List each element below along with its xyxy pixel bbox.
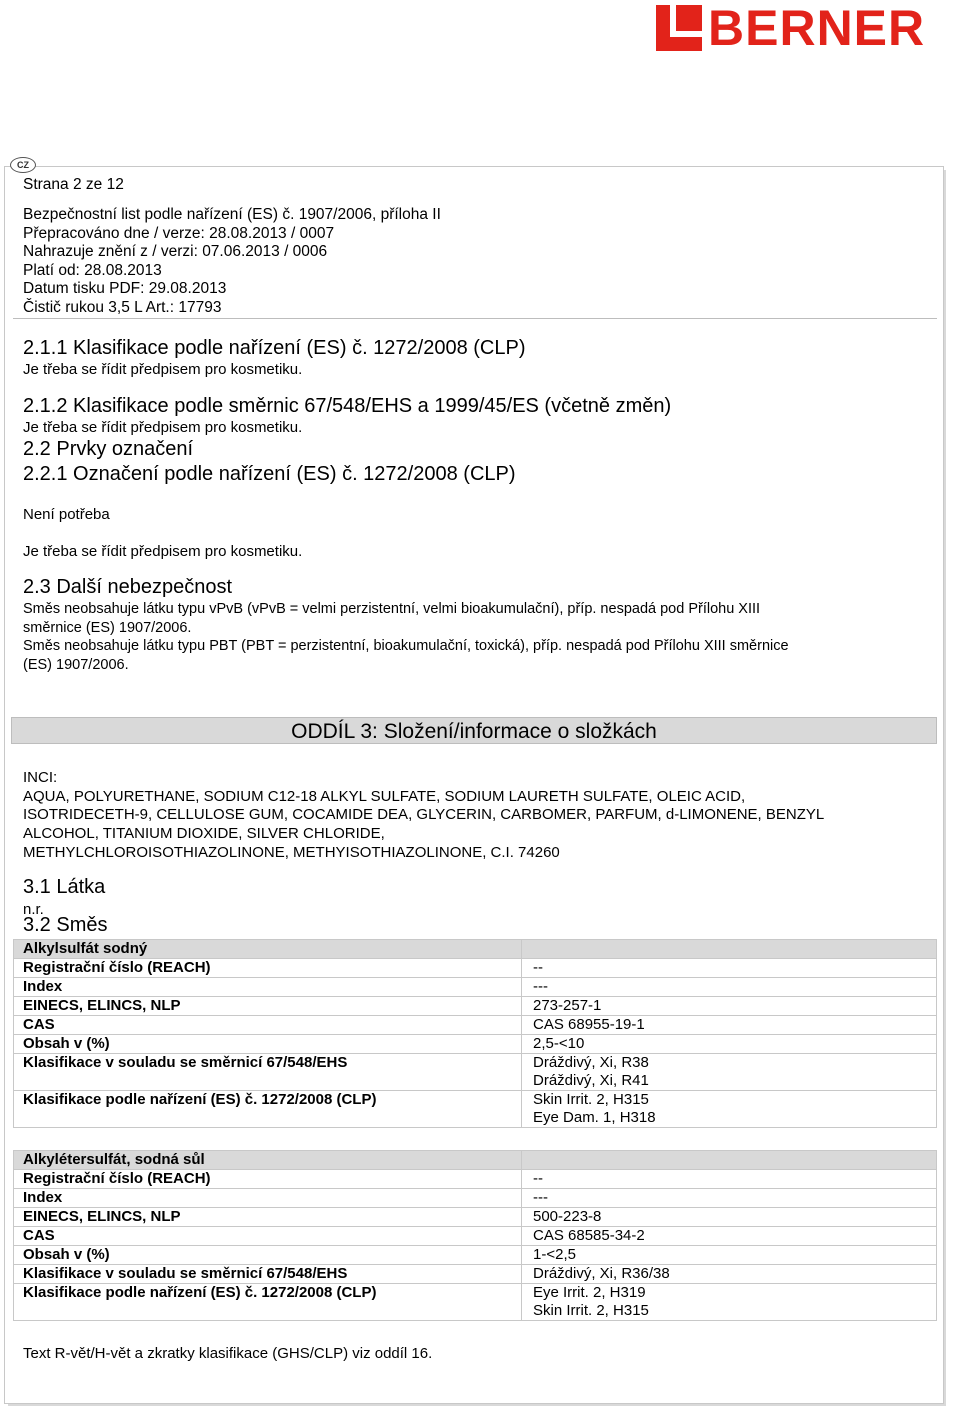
section-2-3-line: Směs neobsahuje látku typu vPvB (vPvB = velmi perzistentní, velmi bioakumulační), příp. nespadá pod Přílohu XIII xyxy=(23,601,761,617)
section-2-3-line: směrnice (ES) 1907/2006. xyxy=(23,620,192,636)
row-label: Index xyxy=(14,1189,522,1208)
table-row xyxy=(14,997,937,1016)
component-name: Alkylsulfát sodný xyxy=(14,940,522,959)
section-2-1-1-text: Je třeba se řídit předpisem pro kosmetiku. xyxy=(23,361,303,378)
table-header-row xyxy=(14,940,937,959)
country-badge-icon: CZ xyxy=(10,157,36,173)
row-value: --- xyxy=(533,978,548,995)
row-value: 2,5-<10 xyxy=(533,1035,585,1052)
row-label: Klasifikace podle nařízení (ES) č. 1272/2008 (CLP) xyxy=(14,1284,522,1321)
section-2-3-title: 2.3 Další nebezpečnost xyxy=(23,576,233,598)
table-row xyxy=(14,1227,937,1246)
header-line: Čistič rukou 3,5 L Art.: 17793 xyxy=(23,299,222,316)
table-row xyxy=(14,978,937,997)
section-2-3-line: (ES) 1907/2006. xyxy=(23,657,129,673)
inci-line: METHYLCHLOROISOTHIAZOLINONE, METHYISOTHIAZOLINONE, C.I. 74260 xyxy=(23,844,560,861)
row-value: CAS 68585-34-2 xyxy=(533,1227,645,1244)
section-2-2-1-title: 2.2.1 Označení podle nařízení (ES) č. 1272/2008 (CLP) xyxy=(23,463,516,485)
row-value: --- xyxy=(533,1189,548,1206)
row-value: CAS 68955-19-1 xyxy=(533,1016,645,1033)
inci-line: ISOTRIDECETH-9, CELLULOSE GUM, COCAMIDE DEA, GLYCERIN, CARBOMER, PARFUM, d-LIMONENE, BENZYL xyxy=(23,806,825,823)
section-2-2-title: 2.2 Prvky označení xyxy=(23,438,194,460)
table-row xyxy=(14,1246,937,1265)
row-value: Dráždivý, Xi, R38 xyxy=(533,1054,649,1071)
header-line: Přepracováno dne / verze: 28.08.2013 / 0007 xyxy=(23,225,335,242)
row-value: -- xyxy=(533,1170,543,1187)
row-label: CAS xyxy=(14,1227,522,1246)
row-value: 500-223-8 xyxy=(533,1208,602,1225)
section-2-2-1-text: Je třeba se řídit předpisem pro kosmetiku. xyxy=(23,543,303,560)
row-label: Index xyxy=(14,978,522,997)
row-value: Eye Dam. 1, H318 xyxy=(533,1109,656,1126)
row-value: 273-257-1 xyxy=(533,997,602,1014)
row-value: Dráždivý, Xi, R36/38 xyxy=(533,1265,670,1282)
table-row xyxy=(14,1016,937,1035)
logo-text: BERNER xyxy=(708,0,926,56)
row-label: Obsah v (%) xyxy=(14,1035,522,1054)
row-label: Obsah v (%) xyxy=(14,1246,522,1265)
row-label: Registrační číslo (REACH) xyxy=(14,1170,522,1189)
table-row xyxy=(14,959,937,978)
inci-line: AQUA, POLYURETHANE, SODIUM C12-18 ALKYL SULFATE, SODIUM LAURETH SULFATE, OLEIC ACID, xyxy=(23,788,746,805)
row-label: EINECS, ELINCS, NLP xyxy=(14,997,522,1016)
section-3-2-title: 3.2 Směs xyxy=(23,914,108,936)
table-row xyxy=(14,1170,937,1189)
header-line: Nahrazuje znění z / verzi: 07.06.2013 / 0006 xyxy=(23,243,328,260)
table-row xyxy=(14,1035,937,1054)
header-line: Datum tisku PDF: 29.08.2013 xyxy=(23,280,227,297)
row-label: CAS xyxy=(14,1016,522,1035)
row-value: 1-<2,5 xyxy=(533,1246,576,1263)
row-value: Skin Irrit. 2, H315 xyxy=(533,1302,649,1319)
table-row xyxy=(14,1265,937,1284)
row-value: Skin Irrit. 2, H315 xyxy=(533,1091,649,1108)
component-name: Alkylétersulfát, sodná sůl xyxy=(14,1151,522,1170)
section-3-heading: ODDÍL 3: Složení/informace o složkách xyxy=(11,717,937,744)
table-row xyxy=(14,1091,937,1128)
logo-mark-icon xyxy=(656,5,702,51)
row-value: Dráždivý, Xi, R41 xyxy=(533,1072,649,1089)
row-value: Eye Irrit. 2, H319 xyxy=(533,1284,646,1301)
row-label: Klasifikace v souladu se směrnicí 67/548/EHS xyxy=(14,1265,522,1284)
table-row xyxy=(14,1054,937,1091)
footer-note: Text R-vět/H-vět a zkratky klasifikace (GHS/CLP) viz oddíl 16. xyxy=(23,1345,433,1362)
table-row xyxy=(14,1208,937,1227)
header-line: Platí od: 28.08.2013 xyxy=(23,262,162,279)
row-label: EINECS, ELINCS, NLP xyxy=(14,1208,522,1227)
inci-line: ALCOHOL, TITANIUM DIOXIDE, SILVER CHLORIDE, xyxy=(23,825,385,842)
component-table xyxy=(13,1150,937,1321)
component-table xyxy=(13,939,937,1128)
section-2-2-1-text: Není potřeba xyxy=(23,506,110,523)
section-2-1-2-text: Je třeba se řídit předpisem pro kosmetiku. xyxy=(23,419,303,436)
section-2-1-1-title: 2.1.1 Klasifikace podle nařízení (ES) č. 1272/2008 (CLP) xyxy=(23,337,526,359)
header-divider xyxy=(13,318,937,319)
table-row xyxy=(14,1284,937,1321)
row-label: Registrační číslo (REACH) xyxy=(14,959,522,978)
section-3-1-title: 3.1 Látka xyxy=(23,876,106,898)
section-2-1-2-title: 2.1.2 Klasifikace podle směrnic 67/548/EHS a 1999/45/ES (včetně změn) xyxy=(23,395,672,417)
section-3-1-text: n.r. xyxy=(23,901,44,918)
table-row xyxy=(14,1189,937,1208)
row-label: Klasifikace podle nařízení (ES) č. 1272/2008 (CLP) xyxy=(14,1091,522,1128)
row-value: -- xyxy=(533,959,543,976)
berner-logo xyxy=(656,0,926,56)
table-header-row xyxy=(14,1151,937,1170)
header-line: Bezpečnostní list podle nařízení (ES) č. 1907/2006, příloha II xyxy=(23,206,441,223)
page-number: Strana 2 ze 12 xyxy=(23,176,124,193)
section-2-3-line: Směs neobsahuje látku typu PBT (PBT = perzistentní, bioakumulační, toxická), příp. nespadá pod Přílohu XIII směrnice xyxy=(23,638,789,654)
row-label: Klasifikace v souladu se směrnicí 67/548/EHS xyxy=(14,1054,522,1091)
inci-label: INCI: xyxy=(23,769,58,786)
